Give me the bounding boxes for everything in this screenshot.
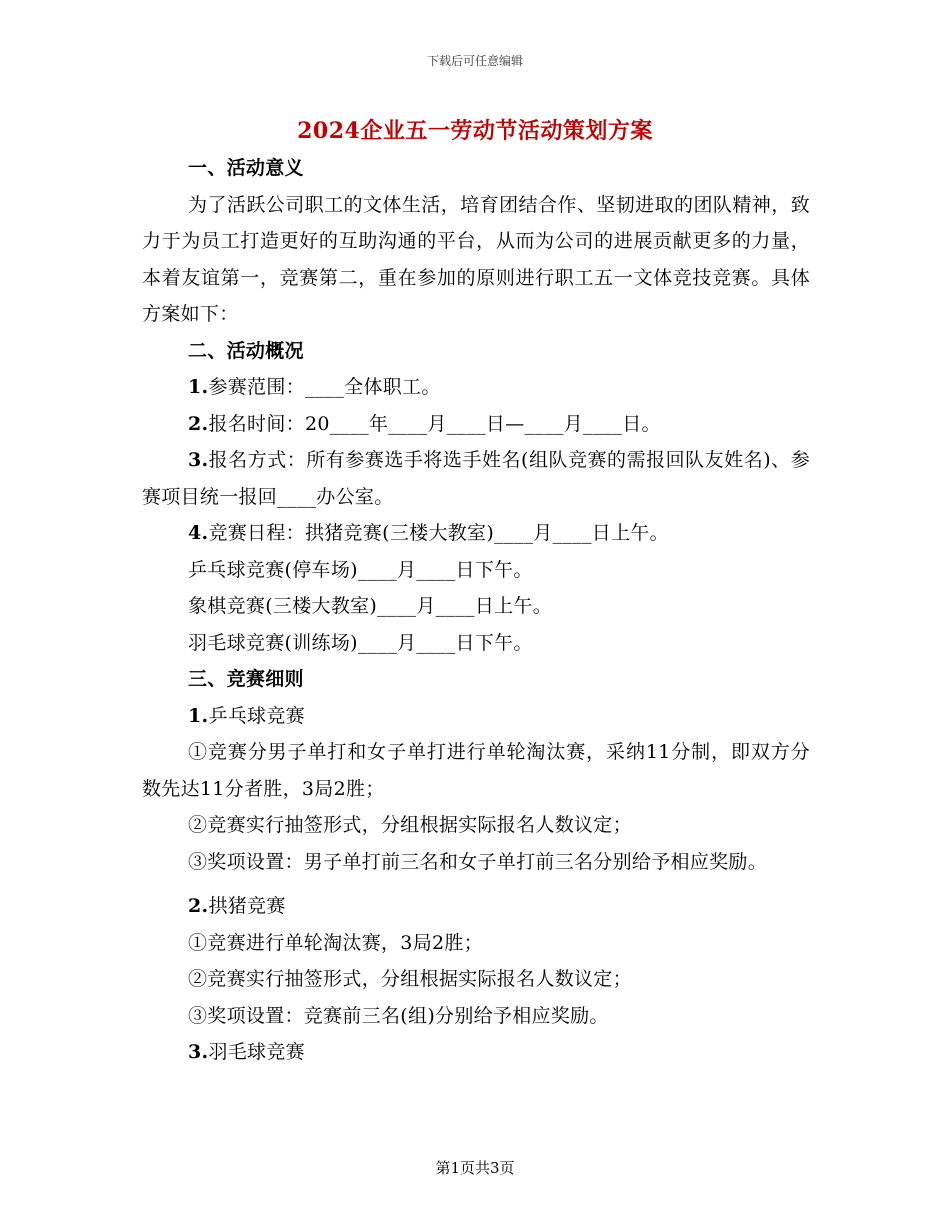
list-text: 报名方式：所有参赛选手将选手姓名(组队竞赛的需报回队友姓名)、参赛项目统一报回____办公室。 bbox=[142, 449, 810, 508]
section-heading-significance: 一、活动意义 bbox=[188, 157, 304, 179]
header-note: 下载后可任意编辑 bbox=[426, 54, 523, 68]
document-title: 2024企业五一劳动节活动策划方案 bbox=[297, 118, 653, 144]
list-number: 3. bbox=[188, 449, 209, 471]
list-number: 2. bbox=[188, 895, 209, 917]
rule-gongzhu-2: ②竞赛实行抽签形式，分组根据实际报名人数议定； bbox=[188, 968, 632, 990]
rule-pingpong-1: ①竞赛分男子单打和女子单打进行单轮淘汰赛，采纳11分制，即双方分数先达11分者胜，3局2胜； bbox=[142, 741, 810, 800]
section-heading-overview: 二、活动概况 bbox=[188, 339, 304, 362]
list-item-registration-time bbox=[142, 406, 810, 443]
list-text: 竞赛日程：拱猪竞赛(三楼大教室)____月____日上午。 bbox=[208, 522, 669, 544]
rule-pingpong-2: ②竞赛实行抽签形式，分组根据实际报名人数议定； bbox=[188, 814, 632, 836]
paragraph-significance: 为了活跃公司职工的文体生活，培育团结合作、坚韧进取的团队精神，致力于为员工打造更好的互助沟通的平台，从而为公司的进展贡献更多的力量，本着友谊第一，竞赛第二，重在参加的原则进行职工五一文体竞技竞赛。具体方案如下： bbox=[142, 193, 810, 325]
document-body bbox=[142, 150, 810, 1071]
rule-gongzhu-1: ①竞赛进行单轮淘汰赛，3局2胜； bbox=[188, 931, 483, 954]
rule-gongzhu-3: ③奖项设置：竞赛前三名(组)分别给予相应奖励。 bbox=[188, 1004, 609, 1027]
list-number: 1. bbox=[188, 704, 209, 727]
schedule-badminton: 羽毛球竞赛(训练场)____月____日下午。 bbox=[188, 631, 533, 654]
list-text: 参赛范围：____全体职工。 bbox=[208, 376, 441, 398]
list-number: 1. bbox=[188, 376, 209, 398]
rule-title-pingpong bbox=[142, 698, 810, 735]
rule-pingpong-3: ③奖项设置：男子单打前三名和女子单打前三名分别给予相应奖励。 bbox=[188, 850, 768, 873]
section-heading-rules: 三、竞赛细则 bbox=[188, 668, 304, 690]
list-text: 报名时间：20____年____月____日—____月____日。 bbox=[208, 412, 661, 435]
schedule-pingpong: 乒乓球竞赛(停车场)____月____日下午。 bbox=[188, 558, 533, 581]
list-text: 羽毛球竞赛 bbox=[208, 1041, 305, 1063]
list-text: 乒乓球竞赛 bbox=[208, 704, 305, 727]
page-footer: 第1页共3页 bbox=[435, 1159, 515, 1177]
list-item-scope bbox=[142, 369, 810, 406]
list-item-schedule bbox=[142, 515, 810, 552]
list-item-registration-method bbox=[142, 442, 810, 515]
rule-title-badminton bbox=[142, 1034, 810, 1071]
list-number: 3. bbox=[188, 1041, 209, 1063]
list-number: 4. bbox=[188, 522, 209, 544]
schedule-chess: 象棋竞赛(三楼大教室)____月____日上午。 bbox=[188, 595, 553, 617]
rule-title-gongzhu bbox=[142, 888, 810, 925]
list-text: 拱猪竞赛 bbox=[208, 895, 286, 917]
list-number: 2. bbox=[188, 412, 209, 435]
